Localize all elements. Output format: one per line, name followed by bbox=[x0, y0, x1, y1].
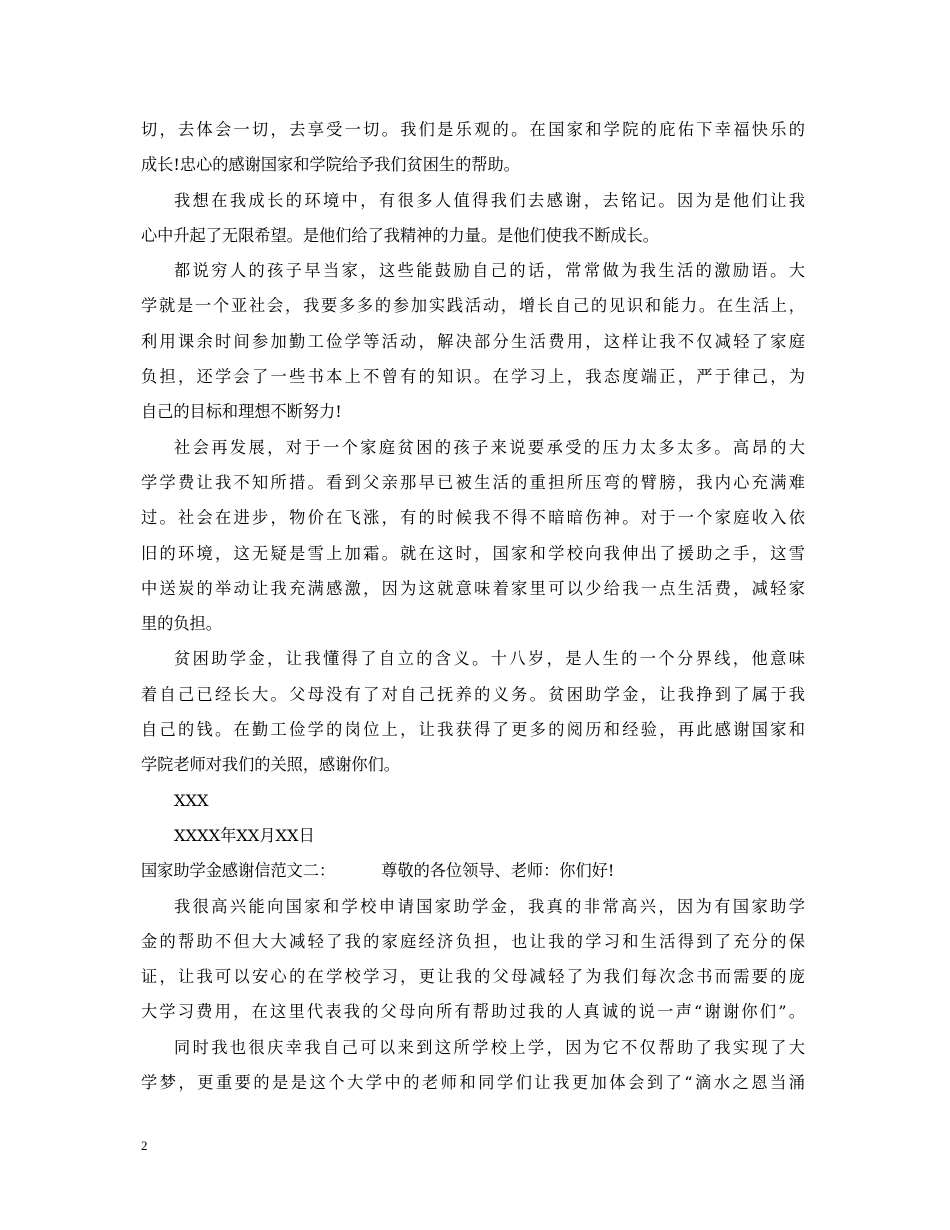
text-line: 金的帮助不但大大减轻了我的家庭经济负担，也让我的学习和生活得到了充分的保 bbox=[141, 931, 805, 951]
text-line: 社会再发展，对于一个家庭贫困的孩子来说要承受的压力太多太多。高昂的大 bbox=[174, 437, 805, 457]
text-line: 学学费让我不知所措。看到父亲那早已被生活的重担所压弯的臂膀，我内心充满难 bbox=[141, 472, 805, 492]
letter-date: XXXX年XX月XX日 bbox=[174, 825, 315, 845]
letter-two-greeting: 尊敬的各位领导、老师：你们好! bbox=[381, 861, 615, 881]
letter-two-text bbox=[141, 889, 805, 1101]
document-body bbox=[141, 112, 805, 1100]
letter-one-text bbox=[141, 112, 805, 783]
text-line: 我很高兴能向国家和学校申请国家助学金，我真的非常高兴，因为有国家助学 bbox=[174, 896, 805, 916]
text-line: 过。社会在进步，物价在飞涨，有的时候我不得不暗暗伤神。对于一个家庭收入依 bbox=[141, 508, 805, 528]
text-line: 旧的环境，这无疑是雪上加霜。就在这时，国家和学校向我伸出了援助之手，这雪 bbox=[141, 543, 805, 563]
text-line: 学就是一个亚社会，我要多多的参加实践活动，增长自己的见识和能力。在生活上， bbox=[141, 296, 805, 316]
letter-two-title: 国家助学金感谢信范文二： bbox=[141, 861, 336, 881]
text-line: 学梦，更重要的是是这个大学中的老师和同学们让我更加体会到了“滴水之恩当涌 bbox=[141, 1073, 805, 1093]
text-line: 负担，还学会了一些书本上不曾有的知识。在学习上，我态度端正，严于律己，为 bbox=[141, 367, 805, 387]
text-line: 利用课余时间参加勤工俭学等活动，解决部分生活费用，这样让我不仅减轻了家庭 bbox=[141, 331, 805, 351]
text-line: 自己的目标和理想不断努力! bbox=[141, 402, 342, 422]
text-line: 证，让我可以安心的在学校学习，更让我的父母减轻了为我们每次念书而需要的庞 bbox=[141, 967, 805, 987]
text-line: 心中升起了无限希望。是他们给了我精神的力量。是他们使我不断成长。 bbox=[141, 225, 659, 245]
text-line: 大学习费用，在这里代表我的父母向所有帮助过我的人真诚的说一声“谢谢你们”。 bbox=[141, 1002, 805, 1022]
page-number: 2 bbox=[141, 1138, 148, 1153]
text-line: 着自己已经长大。父母没有了对自己抚养的义务。贫困助学金，让我挣到了属于我 bbox=[141, 684, 805, 704]
text-line: 都说穷人的孩子早当家，这些能鼓励自己的话，常常做为我生活的激励语。大 bbox=[174, 261, 805, 281]
text-line: 贫困助学金，让我懂得了自立的含义。十八岁，是人生的一个分界线，他意味 bbox=[174, 649, 805, 669]
text-line: 自己的钱。在勤工俭学的岗位上，让我获得了更多的阅历和经验，再此感谢国家和 bbox=[141, 720, 805, 740]
letter-two-heading bbox=[141, 853, 805, 888]
text-line: 切，去体会一切，去享受一切。我们是乐观的。在国家和学院的庇佑下幸福快乐的 bbox=[141, 120, 805, 139]
text-line: 同时我也很庆幸我自己可以来到这所学校上学，因为它不仅帮助了我实现了大 bbox=[174, 1037, 805, 1057]
text-line: 中送炭的举动让我充满感激，因为这就意味着家里可以少给我一点生活费，减轻家 bbox=[141, 578, 805, 598]
text-line: 学院老师对我们的关照，感谢你们。 bbox=[141, 755, 400, 775]
text-line: 里的负担。 bbox=[141, 614, 222, 634]
text-line: 成长!忠心的感谢国家和学院给予我们贫困生的帮助。 bbox=[141, 155, 520, 175]
text-line: 我想在我成长的环境中，有很多人值得我们去感谢，去铭记。因为是他们让我 bbox=[174, 190, 805, 210]
signature: XXX bbox=[174, 790, 209, 810]
